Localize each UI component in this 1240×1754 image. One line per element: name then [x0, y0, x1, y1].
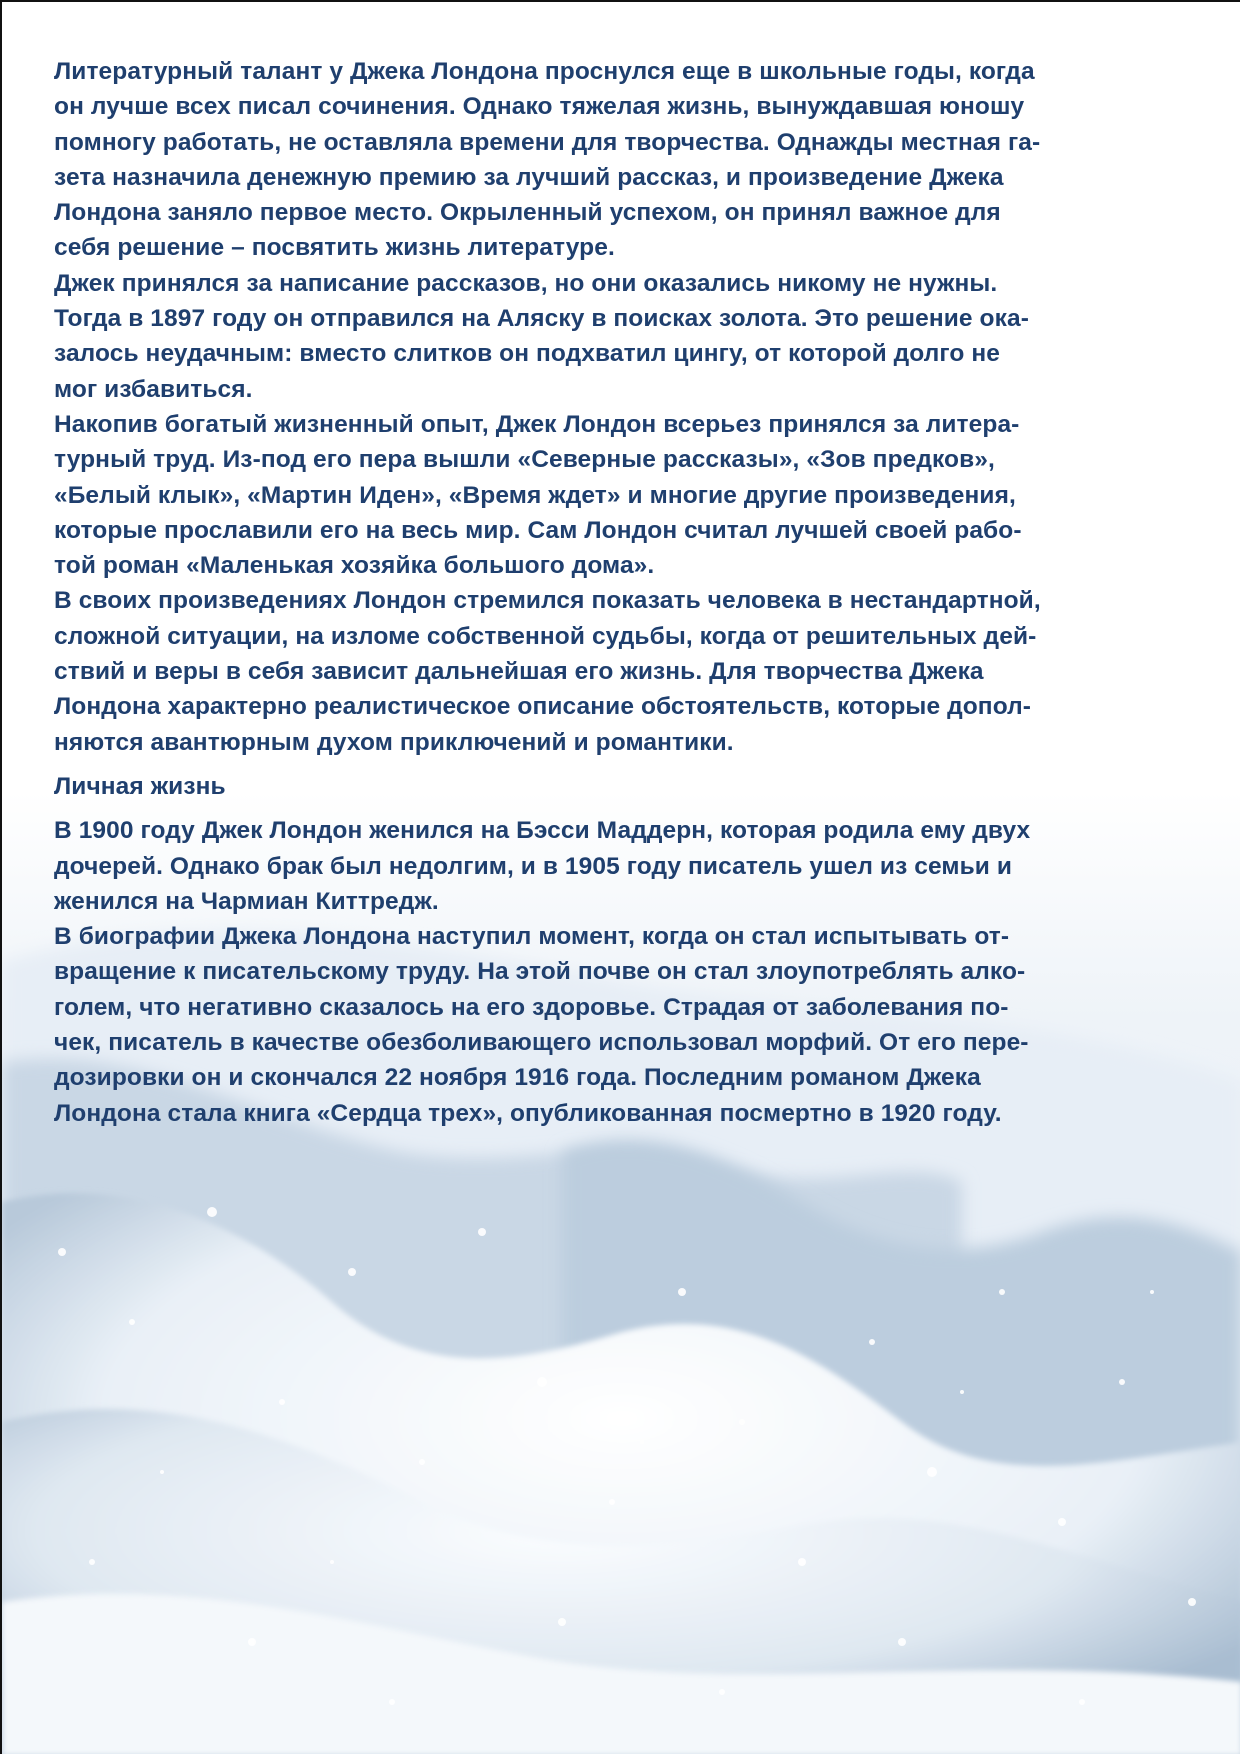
paragraph-1: Литературный талант у Джека Лондона проснулся еще в школьные годы, когда он лучше всех писал сочинения. Однако тяжелая жизнь, вынуждавшая юношу помногу работать, не оставляла времени для творчества. Однажды местная га- зета назначила денежную премию за лучший рассказ, и произведение Джека Лондона заняло первое место. Окрыленный успехом, он принял важное для себя решение – посвятить жизнь литературе. [54, 58, 1041, 262]
article-body [54, 54, 1204, 1131]
paragraph-4: В своих произведениях Лондон стремился показать человека в нестандартной, сложной ситуации, на изломе собственной судьбы, когда от решительных дей- ствий и веры в себя зависит дальнейшая его жизнь. Для творчества Джека Лондона характерно реалистическое описание обстоятельств, которые допол- няются авантюрным духом приключений и романтики. [54, 587, 1041, 756]
paragraph-5: В 1900 году Джек Лондон женился на Бэсси Маддерн, которая родила ему двух дочерей. Однако брак был недолгим, и в 1905 году писатель ушел из семьи и женился на Чармиан Киттредж. [54, 817, 1031, 915]
section-heading: Личная жизнь [54, 772, 226, 800]
paragraph-6: В биографии Джека Лондона наступил момент, когда он стал испытывать от- вращение к писательскому труду. На этой почве он стал злоупотреблять алко- голем, что негативно сказалось на его здоровье. Страдая от заболевания по- чек, писатель в качестве обезболивающего использовал морфий. От его пере- дозировки он и скончался 22 ноября 1916 года. Последним романом Джека Лондона стала книга «Сердца трех», опубликованная посмертно в 1920 году. [54, 923, 1029, 1127]
paragraph-2: Джек принялся за написание рассказов, но они оказались никому не нужны. Тогда в 1897 году он отправился на Аляску в поисках золота. Это решение ока- залось неудачным: вместо слитков он подхватил цингу, от которой долго не мог избавиться. [54, 269, 1029, 403]
paragraph-3: Накопив богатый жизненный опыт, Джек Лондон всерьез принялся за литера- турный труд. Из-под его пера вышли «Северные рассказы», «Зов предков», «Белый клык», «Мартин Иден», «Время ждет» и многие другие произведения, которые прославили его на весь мир. Сам Лондон считал лучшей своей рабо- той роман «Маленькая хозяйка большого дома». [54, 410, 1022, 580]
